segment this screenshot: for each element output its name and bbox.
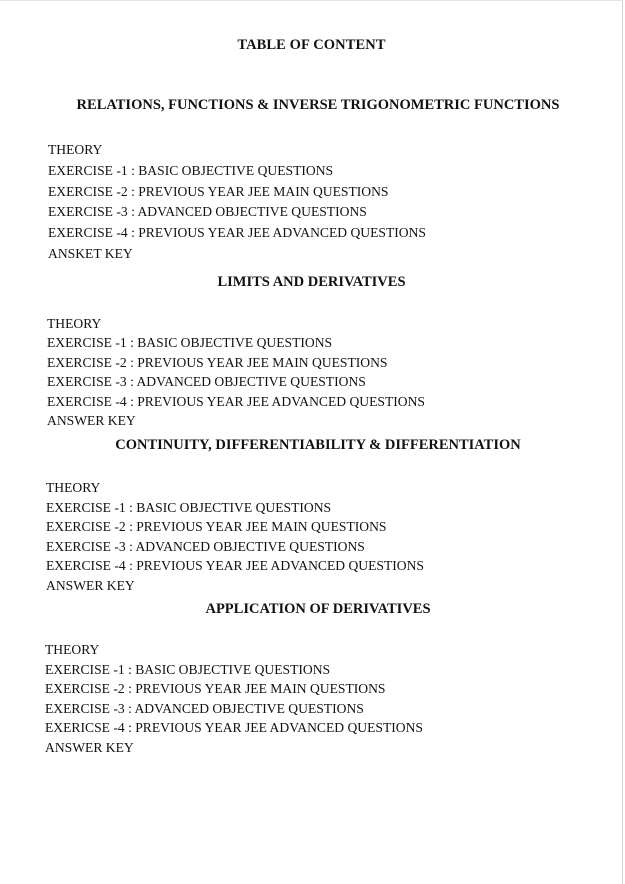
toc-item-answer-key[interactable]: ANSWER KEY	[46, 577, 135, 593]
toc-item-exercise-4[interactable]: EXERCISE -4 : PREVIOUS YEAR JEE ADVANCED QUESTIONS	[46, 558, 424, 574]
toc-item-exercise-2[interactable]: EXERCISE -2 : PREVIOUS YEAR JEE MAIN QUESTIONS	[48, 183, 389, 199]
toc-item-theory[interactable]: THEORY	[48, 142, 103, 157]
section-list-relations-functions	[48, 140, 426, 265]
toc-item-exercise-2[interactable]: EXERCISE -2 : PREVIOUS YEAR JEE MAIN QUESTIONS	[46, 519, 387, 535]
section-list-application-of-derivatives	[45, 640, 423, 757]
toc-item-theory[interactable]: THEORY	[45, 642, 100, 657]
toc-item-exercise-1[interactable]: EXERCISE -1 : BASIC OBJECTIVE QUESTIONS	[45, 661, 331, 677]
toc-item-exercise-3[interactable]: EXERCISE -3 : ADVANCED OBJECTIVE QUESTIONS	[48, 204, 367, 220]
toc-item-exercise-3[interactable]: EXERCISE -3 : ADVANCED OBJECTIVE QUESTIONS	[46, 538, 365, 554]
toc-item-answer-key[interactable]: ANSWER KEY	[45, 739, 134, 755]
section-heading-application-of-derivatives: APPLICATION OF DERIVATIVES	[205, 601, 431, 617]
section-list-continuity-differentiability	[46, 478, 424, 596]
section-heading-relations-functions: RELATIONS, FUNCTIONS & INVERSE TRIGONOMETRIC FUNCTIONS	[76, 97, 560, 113]
toc-item-exercise-2[interactable]: EXERCISE -2 : PREVIOUS YEAR JEE MAIN QUESTIONS	[45, 681, 386, 696]
toc-item-answer-key[interactable]: ANSWER KEY	[47, 412, 136, 428]
toc-item-exercise-1[interactable]: EXERCISE -1 : BASIC OBJECTIVE QUESTIONS	[46, 499, 332, 515]
toc-item-exercise-4[interactable]: EXERCISE -4 : PREVIOUS YEAR JEE ADVANCED QUESTIONS	[47, 393, 425, 409]
toc-item-exercise-3[interactable]: EXERCISE -3 : ADVANCED OBJECTIVE QUESTIONS	[45, 700, 364, 716]
toc-item-theory[interactable]: THEORY	[46, 480, 101, 495]
toc-item-exercise-4[interactable]: EXERCISE -4 : PREVIOUS YEAR JEE ADVANCED QUESTIONS	[48, 225, 426, 241]
toc-item-answer-key[interactable]: ANSKET KEY	[48, 245, 133, 261]
section-list-limits-derivatives	[47, 314, 425, 430]
toc-item-exercise-2[interactable]: EXERCISE -2 : PREVIOUS YEAR JEE MAIN QUESTIONS	[47, 354, 388, 370]
section-heading-continuity-differentiability: CONTINUITY, DIFFERENTIABILITY & DIFFERENTIATION	[115, 437, 521, 453]
toc-item-theory[interactable]: THEORY	[47, 316, 102, 331]
page-title: TABLE OF CONTENT	[237, 37, 386, 53]
toc-item-exercise-1[interactable]: EXERCISE -1 : BASIC OBJECTIVE QUESTIONS	[48, 162, 334, 178]
section-heading-limits-derivatives: LIMITS AND DERIVATIVES	[217, 274, 406, 290]
toc-item-exercise-4[interactable]: EXERICSE -4 : PREVIOUS YEAR JEE ADVANCED QUESTIONS	[45, 720, 423, 735]
toc-item-exercise-1[interactable]: EXERCISE -1 : BASIC OBJECTIVE QUESTIONS	[47, 335, 333, 351]
toc-item-exercise-3[interactable]: EXERCISE -3 : ADVANCED OBJECTIVE QUESTIONS	[47, 374, 366, 390]
